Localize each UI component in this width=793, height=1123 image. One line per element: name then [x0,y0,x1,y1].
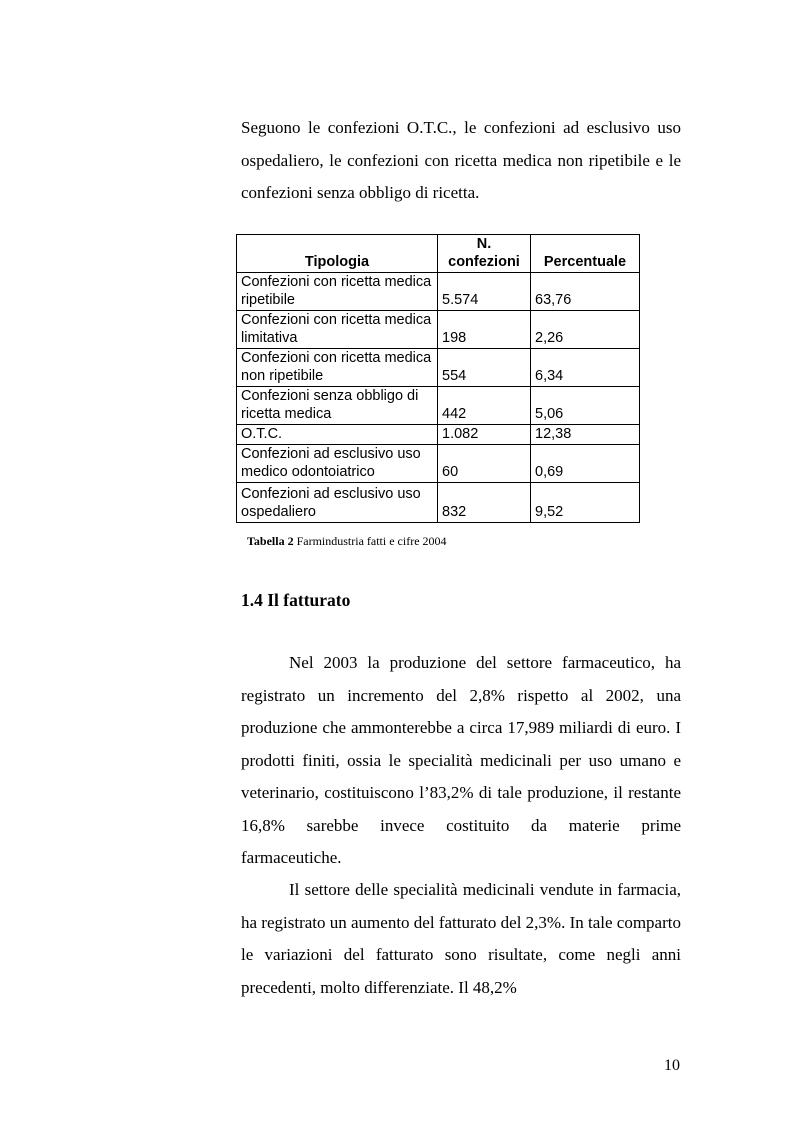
cell-n: 832 [438,483,531,523]
cell-tipologia: Confezioni senza obbligo di ricetta medica [237,387,438,425]
cell-tipologia: Confezioni con ricetta medica non ripetibile [237,349,438,387]
paragraph-production: Nel 2003 la produzione del settore farmaceutico, ha registrato un incremento del 2,8% rispetto al 2002, una produzione che ammonterebbe a circa 17,989 miliardi di euro. I prodotti finiti, ossia le specialità medicinali per uso umano e veterinario, costituiscono l’83,2% di tale produzione, il restante 16,8% sarebbe invece costituito da materie prime farmaceutiche. [241,653,681,867]
cell-perc: 0,69 [531,445,640,483]
section-heading: 1.4 Il fatturato [241,590,351,610]
header-n-confezioni: N. confezioni [438,235,531,273]
packaging-table [236,234,640,523]
table-caption [247,534,447,549]
table-header-row [237,235,640,273]
cell-n: 554 [438,349,531,387]
table-row [237,425,640,445]
cell-tipologia: Confezioni ad esclusivo uso medico odontoiatrico [237,445,438,483]
caption-text: Farmindustria fatti e cifre 2004 [296,534,447,548]
cell-n: 5.574 [438,273,531,311]
cell-perc: 6,34 [531,349,640,387]
table-row [237,349,640,387]
cell-perc: 63,76 [531,273,640,311]
header-tipologia: Tipologia [237,235,438,273]
cell-n: 60 [438,445,531,483]
table-row [237,273,640,311]
intro-paragraph: Seguono le confezioni O.T.C., le confezioni ad esclusivo uso ospedaliero, le confezioni con ricetta medica non ripetibile e le confezioni senza obbligo di ricetta. [241,118,681,202]
table-row [237,387,640,425]
table-row [237,483,640,523]
cell-perc: 2,26 [531,311,640,349]
cell-tipologia: Confezioni con ricetta medica ripetibile [237,273,438,311]
header-percentuale: Percentuale [531,235,640,273]
cell-tipologia: Confezioni con ricetta medica limitativa [237,311,438,349]
paragraph-pharmacy-sales: Il settore delle specialità medicinali vendute in farmacia, ha registrato un aumento del fatturato del 2,3%. In tale comparto le variazioni del fatturato sono risultate, come negli anni precedenti, molto differenziate. Il 48,2% [241,880,681,997]
caption-label: Tabella 2 [247,534,294,548]
cell-n: 198 [438,311,531,349]
cell-tipologia: O.T.C. [237,425,438,445]
table-row [237,445,640,483]
cell-perc: 9,52 [531,483,640,523]
table-row [237,311,640,349]
cell-perc: 12,38 [531,425,640,445]
cell-tipologia: Confezioni ad esclusivo uso ospedaliero [237,483,438,523]
cell-perc: 5,06 [531,387,640,425]
cell-n: 442 [438,387,531,425]
cell-n: 1.082 [438,425,531,445]
page-number: 10 [664,1057,680,1074]
